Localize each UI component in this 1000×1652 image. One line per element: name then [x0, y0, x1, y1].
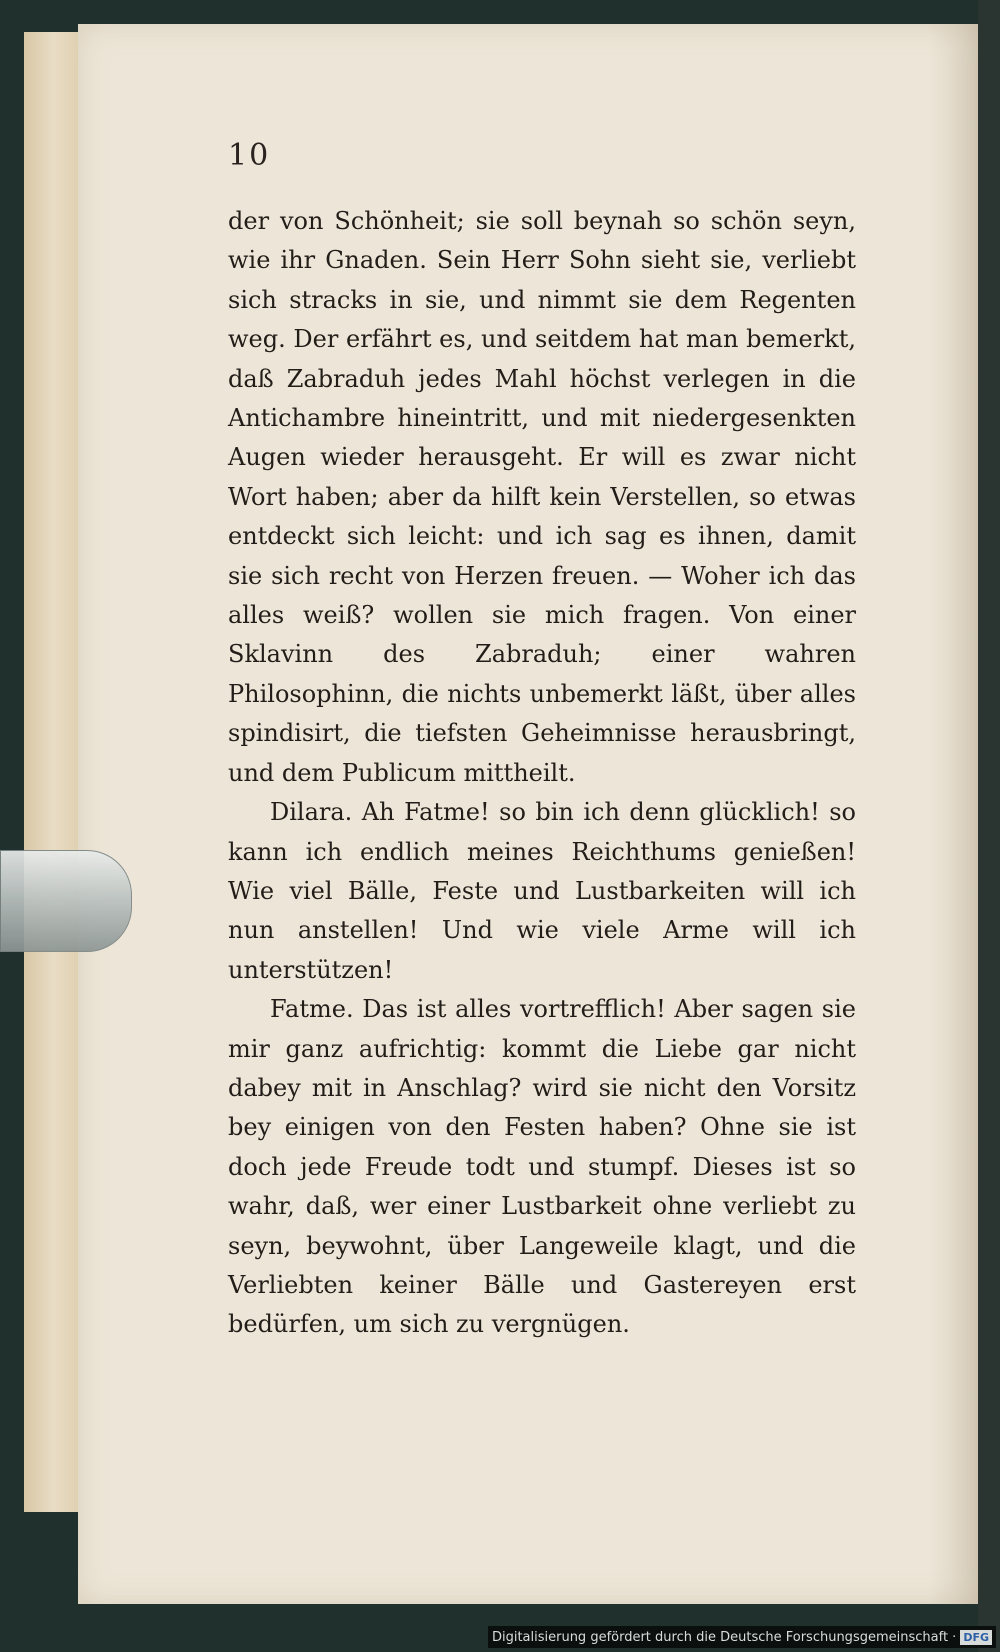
- paragraph-dilara: Dilara. Ah Fatme! so bin ich denn glücklich! so kann ich endlich meines Reichthums genießen! Wie viel Bälle, Feste und Lustbarkeiten will ich nun anstellen! Und wie viele Arme will ich unterstützen!: [228, 798, 856, 984]
- page-number: 10: [228, 138, 271, 173]
- page-body: [228, 202, 856, 1345]
- paragraph-fatme: Fatme. Das ist alles vortrefflich! Aber sagen sie mir ganz aufrichtig: kommt die Liebe gar nicht dabey mit in Anschlag? wird sie nicht den Vorsitz bey einigen von den Festen haben? Ohne sie ist doch jede Freude todt und stumpf. Dieses ist so wahr, daß, wer einer Lustbarkeit ohne verliebt zu seyn, beywohnt, über Langeweile klagt, und die Verliebten keiner Bälle und Gastereyen erst bedürfen, um sich zu vergnügen.: [228, 995, 856, 1339]
- credit-text: Digitalisierung gefördert durch die Deutsche Forschungsgemeinschaft ·: [491, 1629, 957, 1645]
- digitization-credit: [488, 1626, 996, 1648]
- dfg-logo-icon: DFG: [960, 1630, 992, 1645]
- right-border: [978, 0, 1000, 1652]
- paragraph-1: der von Schönheit; sie soll beynah so schön seyn, wie ihr Gnaden. Sein Herr Sohn sieht sie, verliebt sich stracks in sie, und nimmt sie dem Regenten weg. Der erfährt es, und seitdem hat man bemerkt, daß Zabraduh jedes Mahl höchst verlegen in die Antichambre hineintritt, und mit niedergesenkten Augen wieder herausgeht. Er will es zwar nicht Wort haben; aber da hilft kein Verstellen, so etwas entdeckt sich leicht: und ich sag es ihnen, damit sie sich recht von Herzen freuen. — Woher ich das alles weiß? wollen sie mich fragen. Von einer Sklavinn des Zabraduh; einer wahren Philosophinn, die nichts unbemerkt läßt, über alles spindisirt, die tiefsten Geheimnisse herausbringt, und dem Publicum mittheilt.: [228, 207, 856, 787]
- page-clip: [0, 850, 132, 952]
